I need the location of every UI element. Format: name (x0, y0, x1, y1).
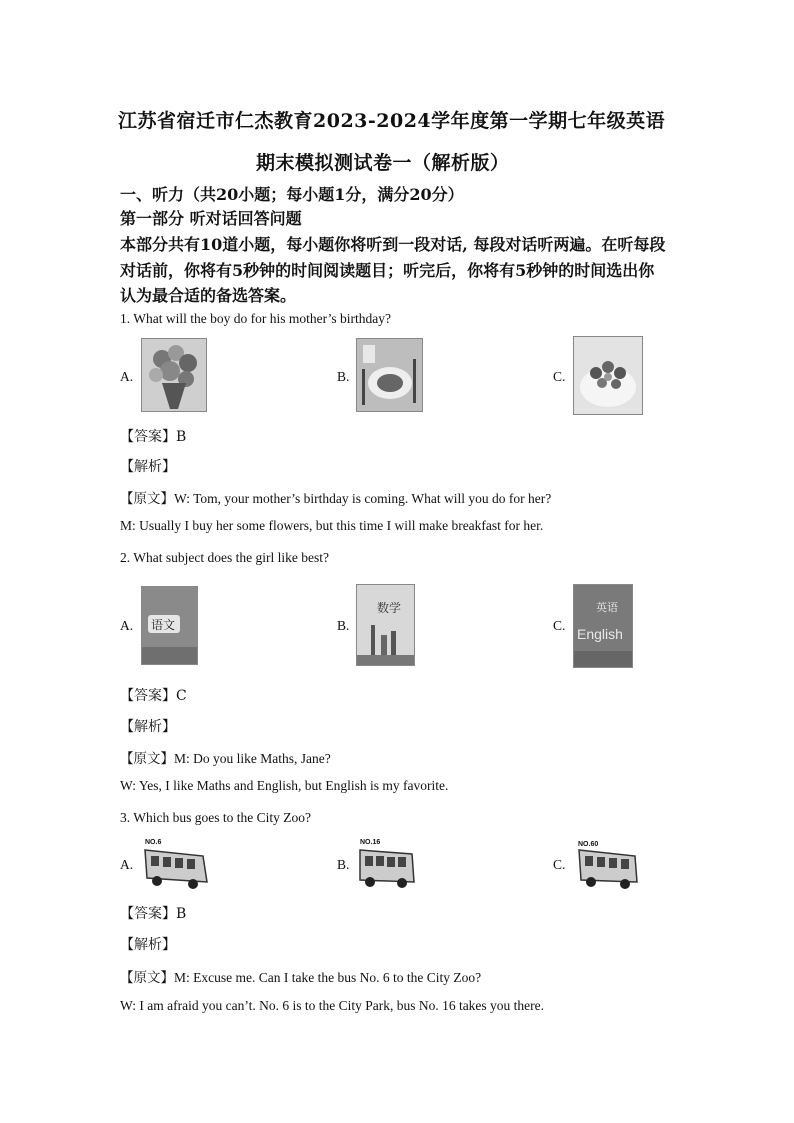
english-book-label-cn: 英语 (596, 601, 618, 614)
q1-analysis: 【解析】 (120, 459, 176, 475)
title-line-2: 期末模拟测试卷一（解析版） (256, 152, 510, 174)
bus-no60-image (575, 836, 641, 892)
q2-transcript-2: W: Yes, I like Maths and English, but English is my favorite. (120, 778, 449, 793)
q3-analysis: 【解析】 (120, 937, 176, 953)
breakfast-plate-image (356, 338, 423, 412)
instruction-line-1: 本部分共有10道小题，每小题你将听到一段对话, 每段对话听两遍。在听每段 (120, 235, 666, 254)
q2-analysis: 【解析】 (120, 719, 176, 735)
maths-textbook-image (356, 584, 415, 666)
q3-option-c: C. (553, 857, 566, 872)
instruction-line-3: 认为最合适的备选答案。 (120, 286, 297, 305)
maths-book-label: 数学 (377, 601, 402, 615)
q2-transcript-1: 【原文】M: Do you like Maths, Jane? (120, 751, 331, 766)
part-heading: 第一部分 听对话回答问题 (120, 209, 302, 228)
q2-option-b: B. (337, 618, 350, 633)
q3-answer: 【答案】B (120, 906, 187, 922)
bus-no60-label: NO.60 (578, 841, 599, 848)
q1-option-b: B. (337, 369, 350, 384)
q3-option-b: B. (337, 857, 350, 872)
q2-option-c: C. (553, 618, 566, 633)
title-line-1: 江苏省宿迁市仁杰教育2023-2024学年度第一学期七年级英语 (118, 110, 666, 132)
chinese-book-label: 语文 (151, 618, 176, 632)
question-3-prompt: 3. Which bus goes to the City Zoo? (120, 810, 311, 825)
question-1-prompt: 1. What will the boy do for his mother’s birthday? (120, 311, 391, 326)
q1-transcript-2: M: Usually I buy her some flowers, but this time I will make breakfast for her. (120, 518, 544, 533)
chinese-textbook-image (141, 586, 198, 665)
q2-answer: 【答案】C (120, 688, 187, 704)
question-2-prompt: 2. What subject does the girl like best? (120, 550, 329, 565)
q1-option-a: A. (120, 369, 134, 384)
bus-no6-image (141, 834, 211, 892)
q3-transcript-2: W: I am afraid you can’t. No. 6 is to the City Park, bus No. 16 takes you there. (120, 998, 545, 1013)
q3-transcript-1: 【原文】M: Excuse me. Can I take the bus No. 6 to the City Zoo? (120, 970, 482, 985)
q2-option-a: A. (120, 618, 134, 633)
english-book-label-en: English (577, 626, 623, 642)
q1-option-c: C. (553, 369, 566, 384)
birthday-cake-image (573, 336, 643, 415)
section-heading: 一、听力（共20小题；每小题1分，满分20分） (120, 185, 464, 204)
english-textbook-image (573, 584, 633, 668)
flowers-bouquet-image (141, 338, 207, 412)
q1-answer: 【答案】B (120, 429, 187, 445)
bus-no6-label: NO.6 (145, 839, 162, 846)
bus-no16-image (356, 834, 418, 892)
q1-transcript-1: 【原文】W: Tom, your mother’s birthday is coming. What will you do for her? (120, 491, 552, 506)
bus-no16-label: NO.16 (360, 839, 381, 846)
instruction-line-2: 对话前，你将有5秒钟的时间阅读题目；听完后，你将有5秒钟的时间选出你 (120, 261, 655, 280)
q3-option-a: A. (120, 857, 134, 872)
